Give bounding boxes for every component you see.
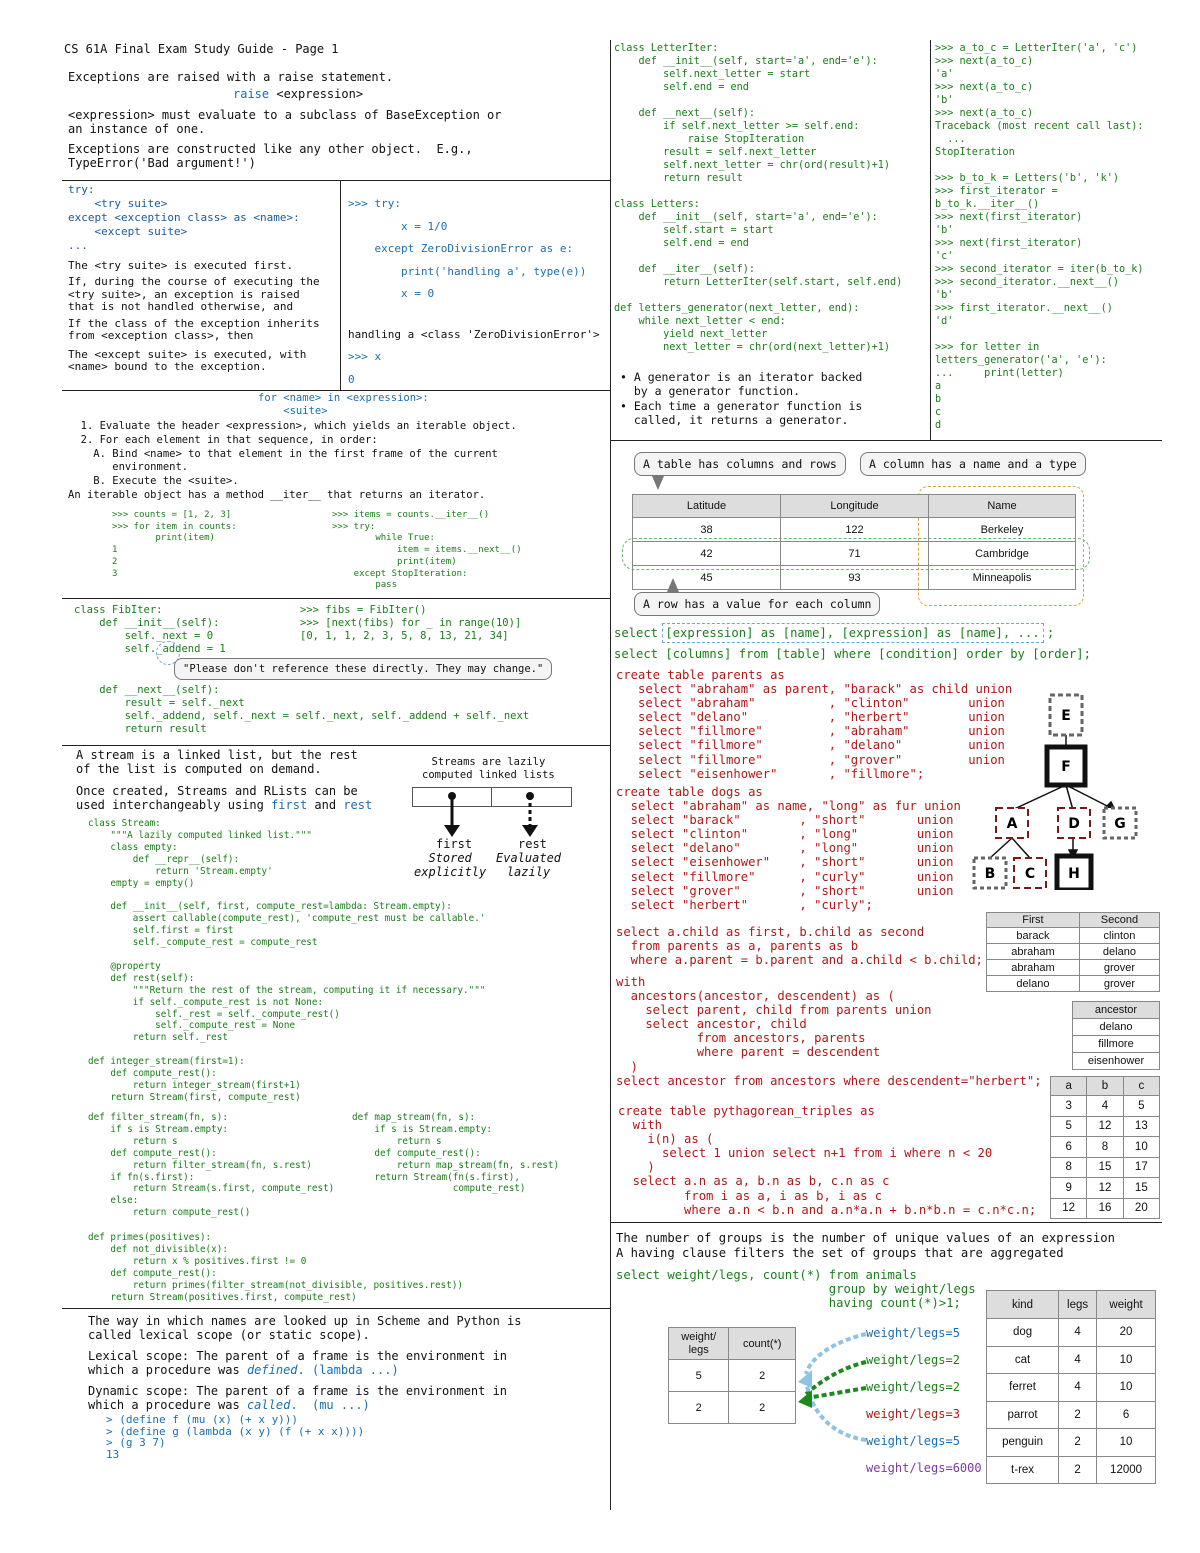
table-row [1051, 1137, 1160, 1158]
try-rule2: If, during the course of executing the <try suite>, an exception is raised that is not handled otherwise, and [68, 275, 320, 313]
page-title: CS 61A Final Exam Study Guide - Page 1 [64, 42, 339, 56]
try-example-line: x = 0 [348, 287, 435, 300]
scope-p2-text: Lexical scope: The parent of a frame is the environment in which a procedure was [88, 1349, 508, 1377]
group-label: weight/legs=6000 [866, 1461, 982, 1475]
cell: 42 [633, 542, 781, 566]
cell: 93 [781, 566, 929, 590]
cell: 5 [1051, 1116, 1087, 1137]
sql-parents: create table parents as select "abraham" as parent, "barack" as child union select "abraham" , "clinton" union select "delano" , "herbert" union select "fillmore" , "abraham" union select "fillmore" , "delano" union select "fillmore" , "grover" union select "eisenhower" , "fillmore"; [616, 668, 1013, 781]
table-row [633, 542, 1076, 566]
cell: 8 [1051, 1157, 1087, 1178]
triples-table [1050, 1076, 1160, 1219]
table-row [1073, 1036, 1160, 1053]
cell: 12 [1087, 1116, 1123, 1137]
table-row [987, 1456, 1156, 1484]
exceptions-line1: Exceptions are raised with a raise statement. [68, 70, 394, 84]
stream-intro [76, 748, 372, 812]
col-first: First [987, 913, 1080, 928]
cell: 2 [1059, 1401, 1097, 1429]
select-bracket-hl [662, 623, 1044, 643]
col-name: Name [929, 495, 1076, 518]
cell: 12 [1051, 1198, 1087, 1219]
cell: 12000 [1097, 1456, 1156, 1484]
sql-select1: select [expression] as [name], [expression] as [name], ... ; [614, 626, 1055, 640]
cell: Cambridge [929, 542, 1076, 566]
col-legs: legs [1059, 1291, 1097, 1319]
table-row [987, 1401, 1156, 1429]
bubble-column-name-type [860, 452, 1086, 476]
group-label: weight/legs=2 [866, 1353, 960, 1367]
table-row [987, 1346, 1156, 1374]
for-header: for <name> in <expression>: <suite> [258, 392, 429, 417]
col-longitude: Longitude [781, 495, 929, 518]
stream-first-label: first [436, 837, 473, 851]
stream-first-desc: Stored explicitly [414, 851, 487, 879]
group-arrows [796, 1326, 876, 1446]
cell: 20 [1097, 1319, 1156, 1347]
cell: 4 [1059, 1374, 1097, 1402]
cell: 4 [1059, 1319, 1097, 1347]
scope-code: > (define f (mu (x) (+ x y))) > (define g (lambda (x y) (f (+ x x)))) > (g 3 7) 13 [106, 1413, 365, 1461]
cell: abraham [987, 944, 1080, 960]
table-row [987, 1319, 1156, 1347]
stream-rest-kw: rest [343, 798, 373, 812]
tree-node: C [1024, 866, 1036, 882]
primes-code: def primes(positives): def not_divisible(x): return x % positives.first != 0 def compute_rest(): return primes(filter_stream(not_divisible, positives.rest)) return Stream(positives.first, compute_rest) [88, 1232, 464, 1303]
col-a: a [1051, 1077, 1087, 1096]
try-rule3: If the class of the exception inherits from <exception class>, then [68, 316, 320, 342]
filter-stream-code: def filter_stream(fn, s): if s is Stream.empty: return s def compute_rest(): return filter_stream(fn, s.rest) if fn(s.first): return Stream(s.first, compute_rest) else: return compute_rest() [88, 1112, 335, 1219]
bubble-tail-3 [667, 578, 679, 592]
try-example-output: handling a <class 'ZeroDivisionError'> [348, 327, 600, 341]
divider-7 [610, 1222, 1162, 1223]
bubble-table-columns-rows [634, 452, 846, 476]
col-b: b [1087, 1077, 1123, 1096]
fib-note-bubble [174, 658, 552, 680]
try-example-line: except ZeroDivisionError as e: [348, 242, 574, 255]
cell: abraham [987, 960, 1080, 976]
group-labels [866, 1326, 982, 1488]
cell: 5 [1123, 1096, 1159, 1117]
exceptions-line3: <expression> must evaluate to a subclass of BaseException or an instance of one. [68, 108, 502, 136]
group-label: weight/legs=5 [866, 1434, 960, 1448]
col-weight: weight [1097, 1291, 1156, 1319]
for-left-code: >>> counts = [1, 2, 3] >>> for item in counts: print(item) 1 2 3 [112, 510, 237, 579]
bubble-row-text: A row has a value for each column [643, 597, 872, 611]
try-rule1: The <try suite> is executed first. [68, 259, 294, 272]
cell: grover [1079, 960, 1159, 976]
table-row [1073, 1053, 1160, 1070]
table-row [987, 1429, 1156, 1457]
stream-first-kw: first [271, 798, 308, 812]
cell: t-rex [987, 1456, 1059, 1484]
divider-6 [610, 440, 1162, 441]
sql-select-syntax-2: select [columns] from [table] where [condition] order by [order]; [614, 647, 1091, 661]
try-rule4: The <except suite> is executed, with <name> bound to the exception. [68, 347, 307, 373]
cell: 45 [633, 566, 781, 590]
cell: clinton [1079, 928, 1159, 944]
for-right-code: >>> items = counts.__iter__() >>> try: while True: item = items.__next__() print(item) except StopIteration: pass [332, 510, 522, 591]
bubble-table-text: A table has columns and rows [643, 457, 837, 471]
table-row [987, 976, 1160, 992]
stream-intro-1: A stream is a linked list, but the rest of the list is computed on demand. [76, 748, 358, 776]
cell: 122 [781, 518, 929, 542]
cell: 2 [669, 1392, 729, 1424]
cell: 17 [1123, 1157, 1159, 1178]
scope-section [88, 1314, 521, 1460]
ancestor-table [1072, 1001, 1160, 1070]
cell: 9 [1051, 1178, 1087, 1199]
table-row [987, 944, 1160, 960]
scope-p1: The way in which names are looked up in Scheme and Python is called lexical scope (or static scope). [88, 1314, 522, 1342]
try-example-line: >>> x [348, 350, 382, 363]
cell: 2 [1059, 1456, 1097, 1484]
table-row [1051, 1096, 1160, 1117]
fib-note-text: "Please don't reference these directly. They may change." [183, 663, 544, 675]
tree-node: H [1068, 866, 1080, 882]
cell: eisenhower [1073, 1053, 1160, 1070]
sql-pythagorean: create table pythagorean_triples as with i(n) as ( select 1 union select n+1 from i where n < 20 ) select a.n as a, b.n as b, c.n as c from i as a, i as b, i as c where a.n < b.n and a.n*a.n + b.n*b.n = c.n*c.n; [618, 1104, 1037, 1217]
cell: 4 [1059, 1346, 1097, 1374]
cell: fillmore [1073, 1036, 1160, 1053]
raise-syntax [233, 87, 501, 101]
divider-try [340, 180, 341, 390]
cell: Minneapolis [929, 566, 1076, 590]
letteriter-code: class LetterIter: def __init__(self, start='a', end='e'): self.next_letter = start self.end = end def __next__(self): if self.next_letter >= self.end: raise StopIteration result = self.next_letter self.next_letter = chr(ord(result)+1) return result class Letters: def __init__(self, start='a', end='e'): self.start = start self.end = end def __iter__(self): return LetterIter(self.start, self.end) def letters_generator(next_letter, end): while next_letter < end: yield next_letter next_letter = chr(ord(next_letter)+1) [614, 43, 903, 353]
bubble-tail-1 [652, 476, 664, 490]
divider-3 [62, 598, 610, 599]
table-row [987, 928, 1160, 944]
table-row [669, 1392, 796, 1424]
cell: 12 [1087, 1178, 1123, 1199]
scope-p3 [88, 1384, 521, 1412]
scope-called: called [246, 1398, 291, 1412]
col-latitude: Latitude [633, 495, 781, 518]
scope-p3-text: Dynamic scope: The parent of a frame is the environment in which a procedure was [88, 1384, 508, 1412]
cell: 10 [1097, 1346, 1156, 1374]
stream-intro-2-text: Once created, Streams and RLists can be used interchangeably using [76, 784, 358, 812]
table-row [633, 566, 1076, 590]
divider-4 [62, 745, 610, 746]
groups-line2: A having clause filters the set of groups that are aggregated [616, 1246, 1064, 1260]
tree-node: A [1006, 816, 1018, 832]
scope-lambda: . (lambda ...) [297, 1363, 399, 1377]
cell: 2 [729, 1360, 796, 1392]
cell: 38 [633, 518, 781, 542]
cell: 10 [1123, 1137, 1159, 1158]
stream-rest-desc: Evaluated lazily [496, 851, 562, 879]
group-result-table [668, 1327, 796, 1424]
cell: 71 [781, 542, 929, 566]
bubble-row-value [634, 592, 880, 616]
sql-with: with ancestors(ancestor, descendent) as ( select parent, child from parents union select ancestor, child from ancestors, parents where parent = descendent ) select ancestor from ancestors where descendent="herbert"; [616, 975, 1042, 1088]
try-syntax: try: <try suite> except <exception class> as <name>: <except suite> ... [68, 183, 300, 252]
fib-note-marker [156, 641, 180, 665]
cell: 16 [1087, 1198, 1123, 1219]
try-example-line: >>> try: [348, 197, 401, 210]
table-row [1051, 1116, 1160, 1137]
col-c: c [1123, 1077, 1159, 1096]
cell: Berkeley [929, 518, 1076, 542]
group-label: weight/legs=2 [866, 1380, 960, 1394]
cell: 15 [1123, 1178, 1159, 1199]
cell: 10 [1097, 1429, 1156, 1457]
tree-node: G [1114, 816, 1126, 832]
raise-expr: <expression> [269, 87, 364, 101]
cell: 6 [1051, 1137, 1087, 1158]
scope-p2 [88, 1349, 521, 1377]
cell: dog [987, 1319, 1059, 1347]
table-row [1051, 1157, 1160, 1178]
try-section [68, 183, 338, 374]
center-divider [610, 40, 611, 1510]
sql-join: select a.child as first, b.child as second from parents as a, parents as b where a.parent = b.parent and a.child < b.child; [616, 925, 983, 968]
for-section [68, 392, 517, 503]
tree-node: D [1068, 816, 1080, 832]
sql-dogs: create table dogs as select "abraham" as name, "long" as fur union select "barack" , "short" union select "clinton" , "long" union select "delano" , "long" union select "eisenhower" , "short" union select "fillmore" , "curly" union select "grover" , "short" union select "herbert" , "curly"; [616, 785, 961, 912]
pairs-table [986, 912, 1160, 992]
col-second: Second [1079, 913, 1159, 928]
cell: 8 [1087, 1137, 1123, 1158]
family-tree [970, 690, 1150, 890]
tree-node: B [984, 866, 996, 882]
cell: penguin [987, 1429, 1059, 1457]
for-steps: 1. Evaluate the header <expression>, which yields an iterable object. 2. For each element in that sequence, in order: A. Bind <name> to that element in the first frame of the current environment. B. Execute the <suite>. An iterable object has a method __iter__ that returns an iterator. [68, 420, 517, 501]
groups-query: select weight/legs, count(*) from animals group by weight/legs having count(*)>1; [616, 1268, 976, 1311]
table-row [669, 1360, 796, 1392]
fib-repl: >>> fibs = FibIter() >>> [next(fibs) for _ in range(10)] [0, 1, 1, 2, 3, 5, 8, 13, 21, 34] [300, 604, 522, 642]
cell: 5 [669, 1360, 729, 1392]
cell: 2 [729, 1392, 796, 1424]
table-row [1051, 1198, 1160, 1219]
try-example-line: print('handling a', type(e)) [348, 264, 587, 278]
exceptions-line4: Exceptions are constructed like any other object. E.g., TypeError('Bad argument!') [68, 142, 473, 170]
generator-bullets: • A generator is an iterator backed by a generator function. • Each time a generator function is called, it returns a generator. [620, 370, 863, 427]
letteriter-repl: >>> a_to_c = LetterIter('a', 'c') >>> next(a_to_c) 'a' >>> next(a_to_c) 'b' >>> next(a_to_c) Traceback (most recent call last): ... StopIteration >>> b_to_k = Letters('b', 'k') >>> first_iterator = b_to_k.__iter__() >>> next(first_iterator) 'b' >>> next(first_iterator) 'c' >>> second_iterator = iter(b_to_k) >>> second_iterator.__next__() 'b' >>> first_iterator.__next__() 'd' >>> for letter in letters_generator('a', 'e'): ... print(letter) a b c d [935, 43, 1144, 431]
tree-node: E [1061, 708, 1071, 724]
cell: delano [987, 976, 1080, 992]
exceptions-section [68, 70, 501, 170]
fib-code: class FibIter: def __init__(self): self._next = 0 self._addend = 1 [74, 604, 226, 655]
groups-line1: The number of groups is the number of unique values of an expression [616, 1231, 1115, 1245]
animals-table [986, 1290, 1156, 1484]
stream-rest-label: rest [518, 837, 547, 851]
cell: 3 [1051, 1096, 1087, 1117]
cell: ferret [987, 1374, 1059, 1402]
stream-class-code: class Stream: """A lazily computed linked list.""" class empty: def __repr__(self): return 'Stream.empty' empty = empty() def __init__(self, first, compute_rest=lambda: Stream.empty): assert callable(compute_rest), 'compute_rest must be callable.' self.first = first self._compute_rest = compute_rest @property def rest(self): """Return the rest of the stream, computing it if necessary.""" if self._compute_rest is not None: self._rest = self._compute_rest() self._compute_rest = None return self._rest def integer_stream(first=1): def compute_rest(): return integer_stream(first+1) return Stream(first, compute_rest) [88, 818, 486, 1103]
col-kind: kind [987, 1291, 1059, 1319]
group-label: weight/legs=5 [866, 1326, 960, 1340]
try-example-line: 0 [348, 372, 355, 386]
cities-table [632, 494, 1076, 590]
table-row [987, 960, 1160, 976]
cell: delano [1079, 944, 1159, 960]
divider-5 [62, 1308, 610, 1309]
bubble-column-text: A column has a name and a type [869, 457, 1077, 471]
tree-node: F [1061, 759, 1071, 775]
col-weight-legs: weight/ legs [669, 1328, 729, 1360]
cell: 20 [1123, 1198, 1159, 1219]
map-stream-code: def map_stream(fn, s): if s is Stream.empty: return s def compute_rest(): return map_stream(fn, s.rest) return Stream(fn(s.first), compute_rest) [352, 1112, 560, 1195]
cell: 15 [1087, 1157, 1123, 1178]
stream-and: and [307, 798, 344, 812]
table-row [1073, 1019, 1160, 1036]
try-example-line: x = 1/0 [348, 219, 448, 233]
try-example [348, 193, 600, 391]
fib-code-next: def __next__(self): result = self._next self._addend, self._next = self._next, self._addend + self._next return result [99, 684, 530, 735]
cell: 4 [1087, 1096, 1123, 1117]
cell: 13 [1123, 1116, 1159, 1137]
cell: grover [1079, 976, 1159, 992]
cell: 10 [1097, 1374, 1156, 1402]
group-label: weight/legs=3 [866, 1407, 960, 1421]
cell: 6 [1097, 1401, 1156, 1429]
scope-mu: . (mu ...) [290, 1398, 370, 1412]
scope-defined: defined [246, 1363, 298, 1377]
table-row [1051, 1178, 1160, 1199]
stream-diagram-title: Streams are lazily computed linked lists [422, 756, 555, 781]
raise-keyword: raise [233, 87, 270, 101]
table-row [633, 518, 1076, 542]
table-row [987, 1374, 1156, 1402]
divider-1 [62, 180, 610, 181]
cell: barack [987, 928, 1080, 944]
stream-intro-2 [76, 784, 372, 812]
cell: delano [1073, 1019, 1160, 1036]
cell: parrot [987, 1401, 1059, 1429]
cell: 2 [1059, 1429, 1097, 1457]
divider-letters [930, 40, 931, 440]
cell: cat [987, 1346, 1059, 1374]
col-ancestor: ancestor [1073, 1002, 1160, 1019]
col-count: count(*) [729, 1328, 796, 1360]
